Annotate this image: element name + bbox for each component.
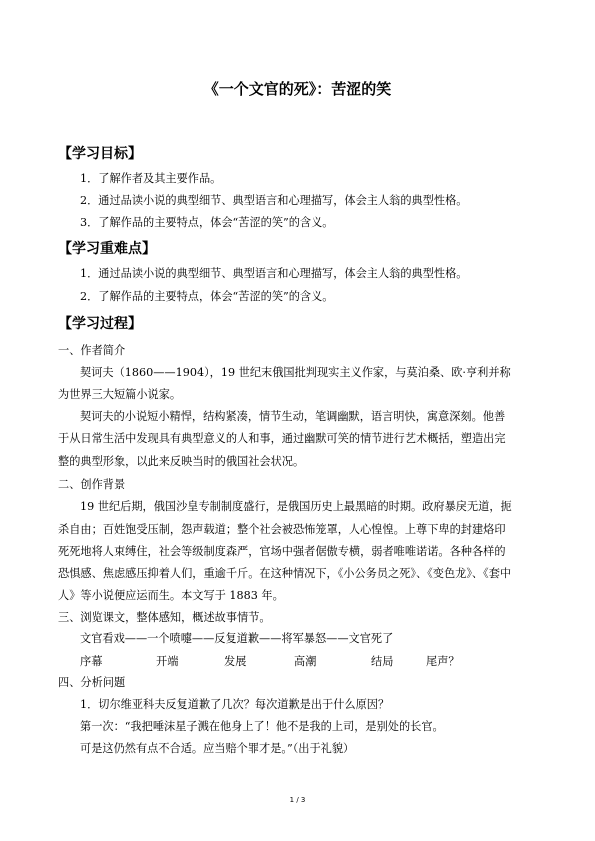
paragraph-line: 整的典型形象，以此来反映当时的俄国社会状况。 [58, 455, 305, 468]
paragraph-line: 人》等小说便应运而生。本文写于 1883 年。 [58, 589, 284, 602]
paragraph-line: 杀自由；百姓饱受压制，怨声载道；整个社会被恐怖笼罩，人心惶惶。上尊下卑的封建烙印 [58, 523, 506, 536]
page-number: 1 / 3 [289, 796, 306, 804]
process-heading: 【学习过程】 [58, 316, 142, 332]
question-line: 1．切尔维亚科夫反复道歉了几次？每次道歉是出于什么原因？ [80, 698, 390, 711]
goals-heading: 【学习目标】 [58, 146, 142, 162]
goals-item: 2．通过品读小说的典型细节、典型语言和心理描写，体会主人翁的典型性格。 [80, 194, 468, 207]
paragraph-line: 契诃夫的小说短小精悍，结构紧凑，情节生动，笔调幽默，语言明快，寓意深刻。他善 [80, 410, 506, 423]
key-points-item: 1．通过品读小说的典型细节、典型语言和心理描写，体会主人翁的典型性格。 [80, 267, 468, 280]
paragraph-line: 为世界三大短篇小说家。 [58, 388, 182, 401]
section-title-analysis: 四、分析问题 [58, 676, 126, 689]
document-title: 《一个文官的死》：苦涩的笑 [203, 80, 392, 98]
answer-line: 可是这仍然有点不合适。应当赔个罪才是。”（出于礼貌） [80, 742, 355, 755]
plot-stage: 高潮 [294, 655, 317, 668]
plot-stage: 尾声？ [426, 655, 460, 668]
answer-line: 第一次：“我把唾沫星子溅在他身上了！他不是我的上司，是别处的长官。 [80, 720, 444, 733]
section-title-overview: 三、浏览课文，整体感知，概述故事情节。 [58, 611, 271, 624]
paragraph-line: 恐惧感、焦虑感压抑着人们，重逾千斤。在这种情况下，《小公务员之死》、《变色龙》、《套中 [58, 567, 512, 580]
paragraph-line: 契诃夫（1860——1904），19 世纪末俄国批判现实主义作家，与莫泊桑、欧·亨利并称 [80, 366, 511, 379]
key-points-heading: 【学习重难点】 [58, 241, 156, 257]
plot-summary: 文官看戏——一个喷嚏——反复道歉——将军暴怒——文官死了 [80, 632, 394, 645]
goals-item: 1．了解作者及其主要作品。 [80, 172, 222, 185]
key-points-item: 2．了解作品的主要特点，体会“苦涩的笑”的含义。 [80, 290, 334, 303]
paragraph-line: 死死地将人束缚住，社会等级制度森严，官场中强者倨傲专横，弱者唯唯诺诺。各种各样的 [58, 545, 506, 558]
plot-stages [80, 653, 480, 667]
plot-stage: 序幕 [80, 655, 103, 668]
paragraph-line: 19 世纪后期，俄国沙皇专制制度盛行，是俄国历史上最黑暗的时期。政府暴戾无道，扼 [80, 500, 512, 513]
section-title-background: 二、创作背景 [58, 478, 126, 491]
plot-stage: 结局 [371, 655, 394, 668]
section-title-author: 一、作者简介 [58, 344, 126, 357]
paragraph-line: 于从日常生活中发现具有典型意义的人和事，通过幽默可笑的情节进行艺术概括，塑造出完 [58, 432, 506, 445]
plot-stage: 发展 [224, 655, 247, 668]
goals-item: 3．了解作品的主要特点，体会“苦涩的笑”的含义。 [80, 216, 334, 229]
plot-stage: 开端 [156, 655, 179, 668]
